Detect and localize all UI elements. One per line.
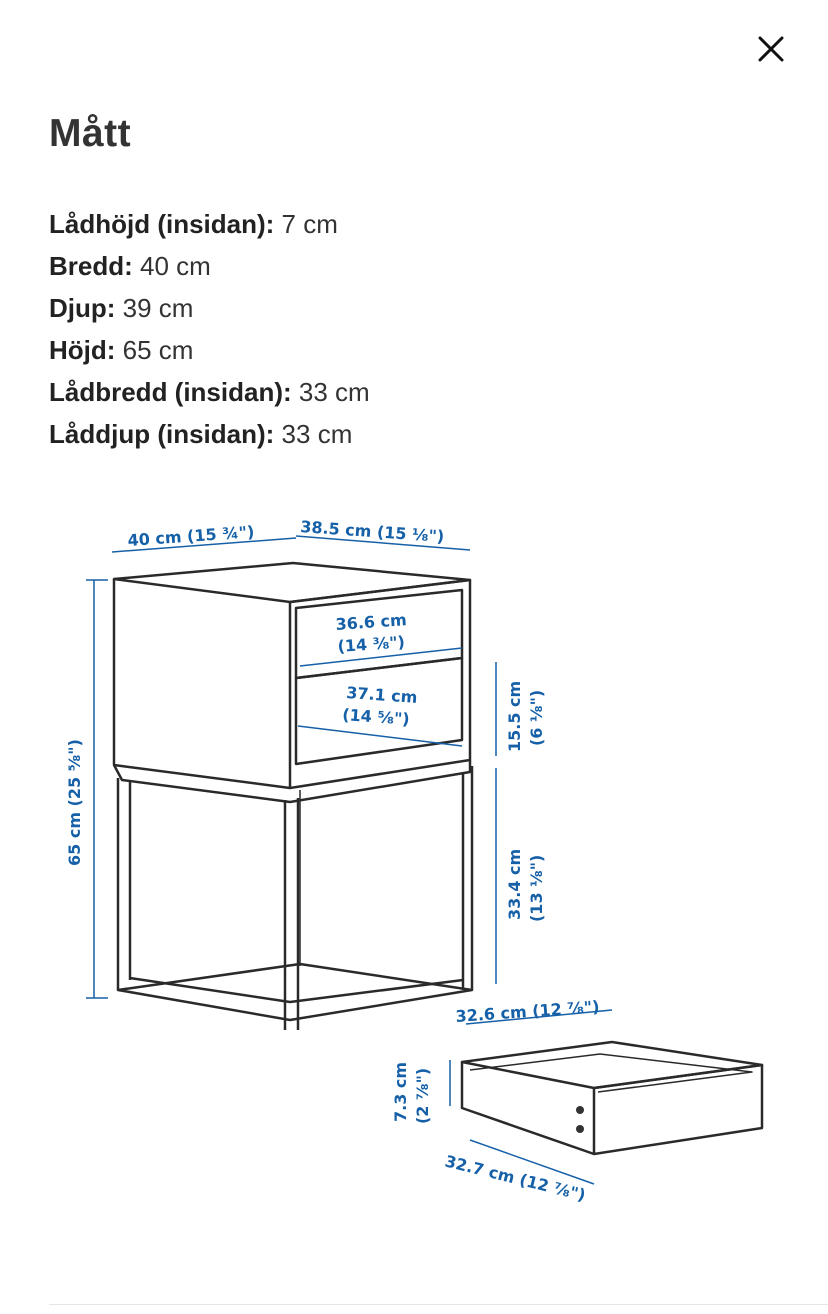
spec-drawer-width: Lådbredd (insidan): 33 cm	[49, 377, 370, 407]
upper-height-label: 15.5 cm	[505, 680, 524, 752]
lower-height-inch-label: (13 ⅛")	[527, 854, 546, 922]
nightstand-drawing	[114, 563, 472, 1030]
upper-height-inch-label: (6 ⅛")	[527, 689, 546, 746]
depth-label: 38.5 cm (15 ⅛")	[299, 517, 445, 547]
spec-depth: Djup: 39 cm	[49, 293, 194, 323]
inner-width-2-label: 37.1 cm	[345, 683, 419, 707]
lower-height-label: 33.4 cm	[505, 848, 524, 920]
height-label: 65 cm (25 ⅝")	[65, 739, 84, 866]
dimension-diagram	[0, 490, 828, 1230]
inner-width-2-inch-label: (14 ⅝")	[341, 705, 411, 729]
page-title: Mått	[49, 112, 132, 155]
spec-drawer-depth: Låddjup (insidan): 33 cm	[49, 419, 353, 449]
close-button[interactable]	[750, 28, 792, 70]
width-label: 40 cm (15 ¾")	[126, 522, 255, 550]
divider	[49, 1304, 828, 1305]
spec-drawer-height: Lådhöjd (insidan): 7 cm	[49, 209, 338, 239]
drawer-width-label: 32.6 cm (12 ⅞")	[454, 996, 601, 1026]
spec-width: Bredd: 40 cm	[49, 251, 211, 281]
close-icon	[758, 36, 784, 62]
inner-width-1-label: 36.6 cm	[334, 610, 408, 634]
drawer-height-inch-label: (2 ⅞")	[413, 1067, 432, 1124]
drawer-depth-label: 32.7 cm (12 ⅞")	[443, 1151, 588, 1205]
drawer-drawing	[462, 1042, 762, 1154]
spec-height: Höjd: 65 cm	[49, 335, 194, 365]
drawer-height-label: 7.3 cm	[391, 1061, 410, 1122]
spec-list	[49, 203, 370, 455]
inner-width-1-inch-label: (14 ⅜")	[336, 632, 406, 656]
